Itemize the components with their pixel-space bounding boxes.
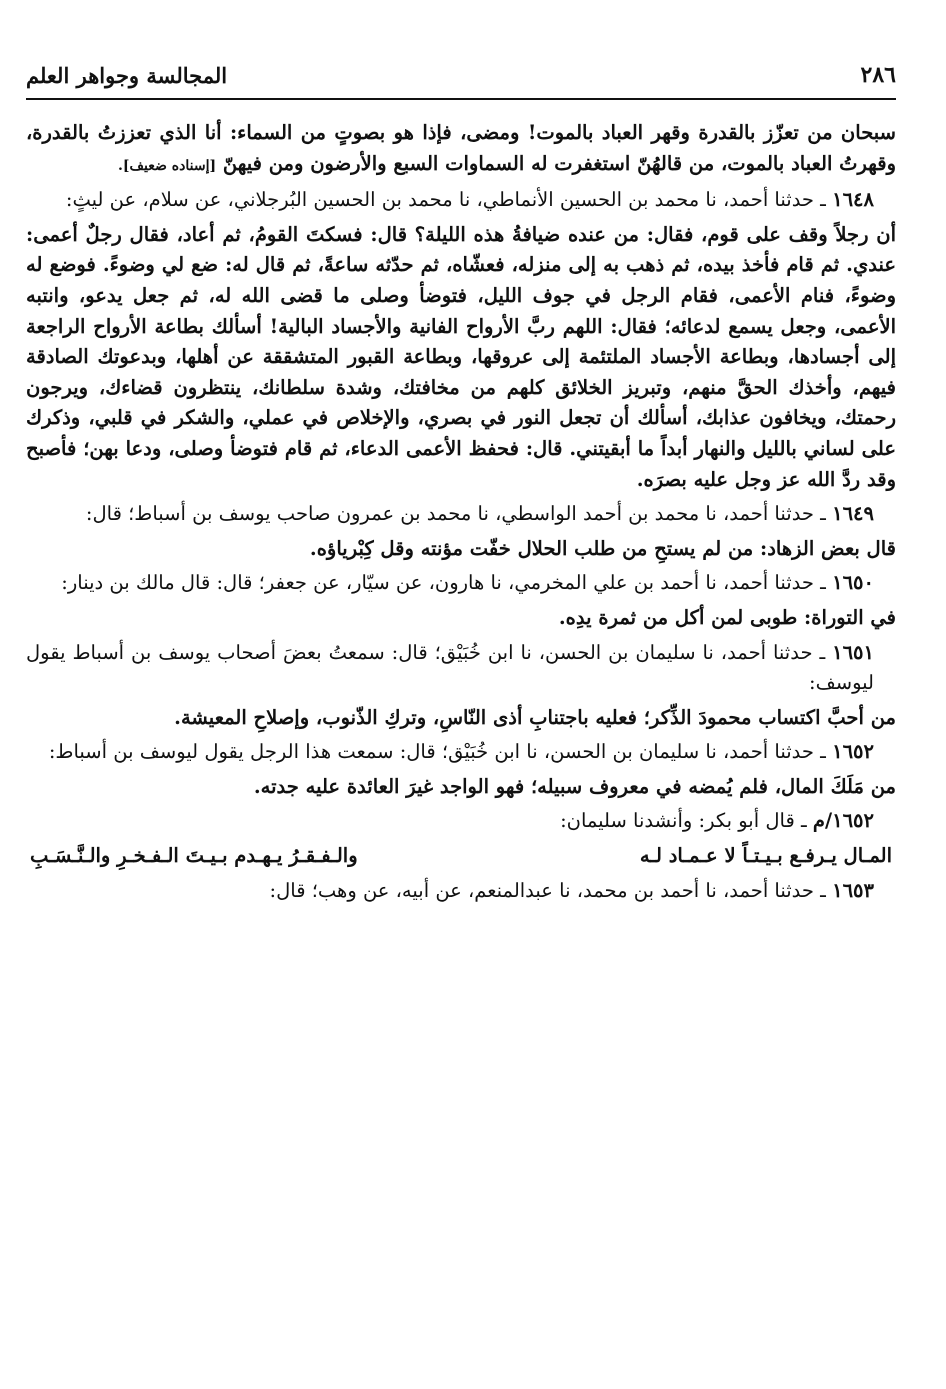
isnad-note: [إسناده ضعيف]. <box>118 157 217 174</box>
hadith-number: ١٦٥٣ <box>832 878 874 902</box>
isnad-text: ـ حدثنا أحمد، نا محمد بن أحمد الواسطي، نا محمد بن عمرون صاحب يوسف بن أسباط؛ قال: <box>85 502 833 526</box>
hadith-entry <box>26 806 896 837</box>
matn-paragraph: من أحبَّ اكتساب محمودَ الذِّكر؛ فعليه باجتنابِ أذى النّاسِ، وتركِ الذّنوب، وإصلاحِ المعيشة. <box>174 705 896 729</box>
hadith-number: ١٦٥٠ <box>832 571 874 595</box>
matn-paragraph: في التوراة: طوبى لمن أكل من ثمرة يدِه. <box>558 605 896 629</box>
hadith-entry <box>26 185 896 216</box>
hadith-entry <box>26 737 896 768</box>
isnad-text: ـ حدثنا أحمد، نا سليمان بن الحسن، نا ابن خُبَيْق؛ قال: سمعت هذا الرجل يقول ليوسف بن أسباط: <box>48 740 833 764</box>
page-body <box>26 118 896 910</box>
isnad-text: ـ حدثنا أحمد، نا سليمان بن الحسن، نا ابن خُبَيْق؛ قال: سمعتُ بعضَ أصحاب يوسف بن أسباط يقول ليوسف: <box>26 640 874 695</box>
matn-paragraph: أن رجلاً وقف على قوم، فقال: من عنده ضيافةُ هذه الليلة؟ قال: فسكتَ القومُ، ثم أعاد، فقال رجلٌ أعمى: عندي. ثم قام فأخذ بيده، ثم ذهب به إلى منزله، فعشّاه، ثم حدّثه ساعةً، ثم قال له: ضع لي وضوءً. فوضع له وضوءً، فنام الأعمى، فقام الرجل في جوف الليل، فتوضأ وصلى ما قضى الله له، ثم جعل يدعو، وانتبه الأعمى، وجعل يسمع لدعائه؛ فقال: اللهم ربَّ الأرواح الفانية والأجساد البالية! أسألك بطاعة الأرواح الراجعة إلى أجسادها، وبطاعة الأجساد الملتئمة إلى عروقها، وبطاعة القبور المتشققة عن أهلها، وبدعوتك الصادقة فيهم، وأخذك الحقَّ منهم، وتبريز الخلائق كلهم من مخافتك، وشدة سلطانك، ينتظرون قضاءك، ويرجون رحمتك، ويخافون عذابك، أسألك أن تجعل النور في بصري، والإخلاص في عملي، والشكر في قلبي، وذكرك على لساني بالليل والنهار أبداً ما أبقيتني. قال: فحفظ الأعمى الدعاء، ثم قام فتوضأ وصلى، ودعا بهن؛ فأصبح وقد ردَّ الله عز وجل عليه بصرَه. <box>26 222 896 491</box>
hadith-number: ١٦٤٩ <box>832 502 874 526</box>
book-title: المجالسة وجواهر العلم <box>26 62 228 88</box>
verse-first-hemistich: المـال يـرفـع بـيـتـاً لا عـمـاد لـه <box>639 844 892 868</box>
isnad-text: ـ حدثنا أحمد، نا محمد بن الحسين الأنماطي، نا محمد بن الحسين البُرجلاني، عن سلام، عن ليثٍ: <box>65 188 833 212</box>
hadith-number: ١٦٥٢/م <box>812 809 874 833</box>
hadith-entry <box>26 499 896 530</box>
hadith-number: ١٦٥١ <box>832 640 874 664</box>
page-number: ٢٨٦ <box>860 62 896 88</box>
hadith-entry <box>26 568 896 599</box>
hadith-number: ١٦٥٢ <box>832 740 874 764</box>
page-header <box>26 52 896 100</box>
paragraph <box>26 118 896 181</box>
poetry-verse <box>26 841 896 872</box>
matn-paragraph: قال بعض الزهاد: من لم يستحِ من طلب الحلال خفّت مؤنته وقل كِبْرياؤه. <box>309 536 896 560</box>
isnad-text: ـ قال أبو بكر: وأنشدنا سليمان: <box>560 809 813 833</box>
hadith-entry <box>26 638 896 699</box>
hadith-entry <box>26 876 896 907</box>
paragraph-text: سبحان من تعزّز بالقدرة وقهر العباد بالموت! ومضى، فإذا هو بصوتٍ من السماء: أنا الذي تعززتُ بالقدرة، وقهرتُ العباد بالموت، من قالهُنّ استغفرت له السماوات السبع والأرضون ومن فيهنّ <box>26 121 896 175</box>
verse-second-hemistich: والـفـقـرُ يـهـدم بـيـتَ الـفـخـرِ والـنَّـسَـبِ <box>30 844 358 868</box>
isnad-text: ـ حدثنا أحمد، نا أحمد بن علي المخرمي، نا هارون، عن سيّار، عن جعفر؛ قال: قال مالك بن دينار: <box>61 571 833 595</box>
matn-paragraph: من مَلَكَ المال، فلم يُمضه في معروف سبيله؛ فهو الواجد غيرَ العائدة عليه جدته. <box>253 774 896 798</box>
isnad-text: ـ حدثنا أحمد، نا أحمد بن محمد، نا عبدالمنعم، عن أبيه، عن وهب؛ قال: <box>269 878 833 902</box>
hadith-number: ١٦٤٨ <box>832 188 874 212</box>
